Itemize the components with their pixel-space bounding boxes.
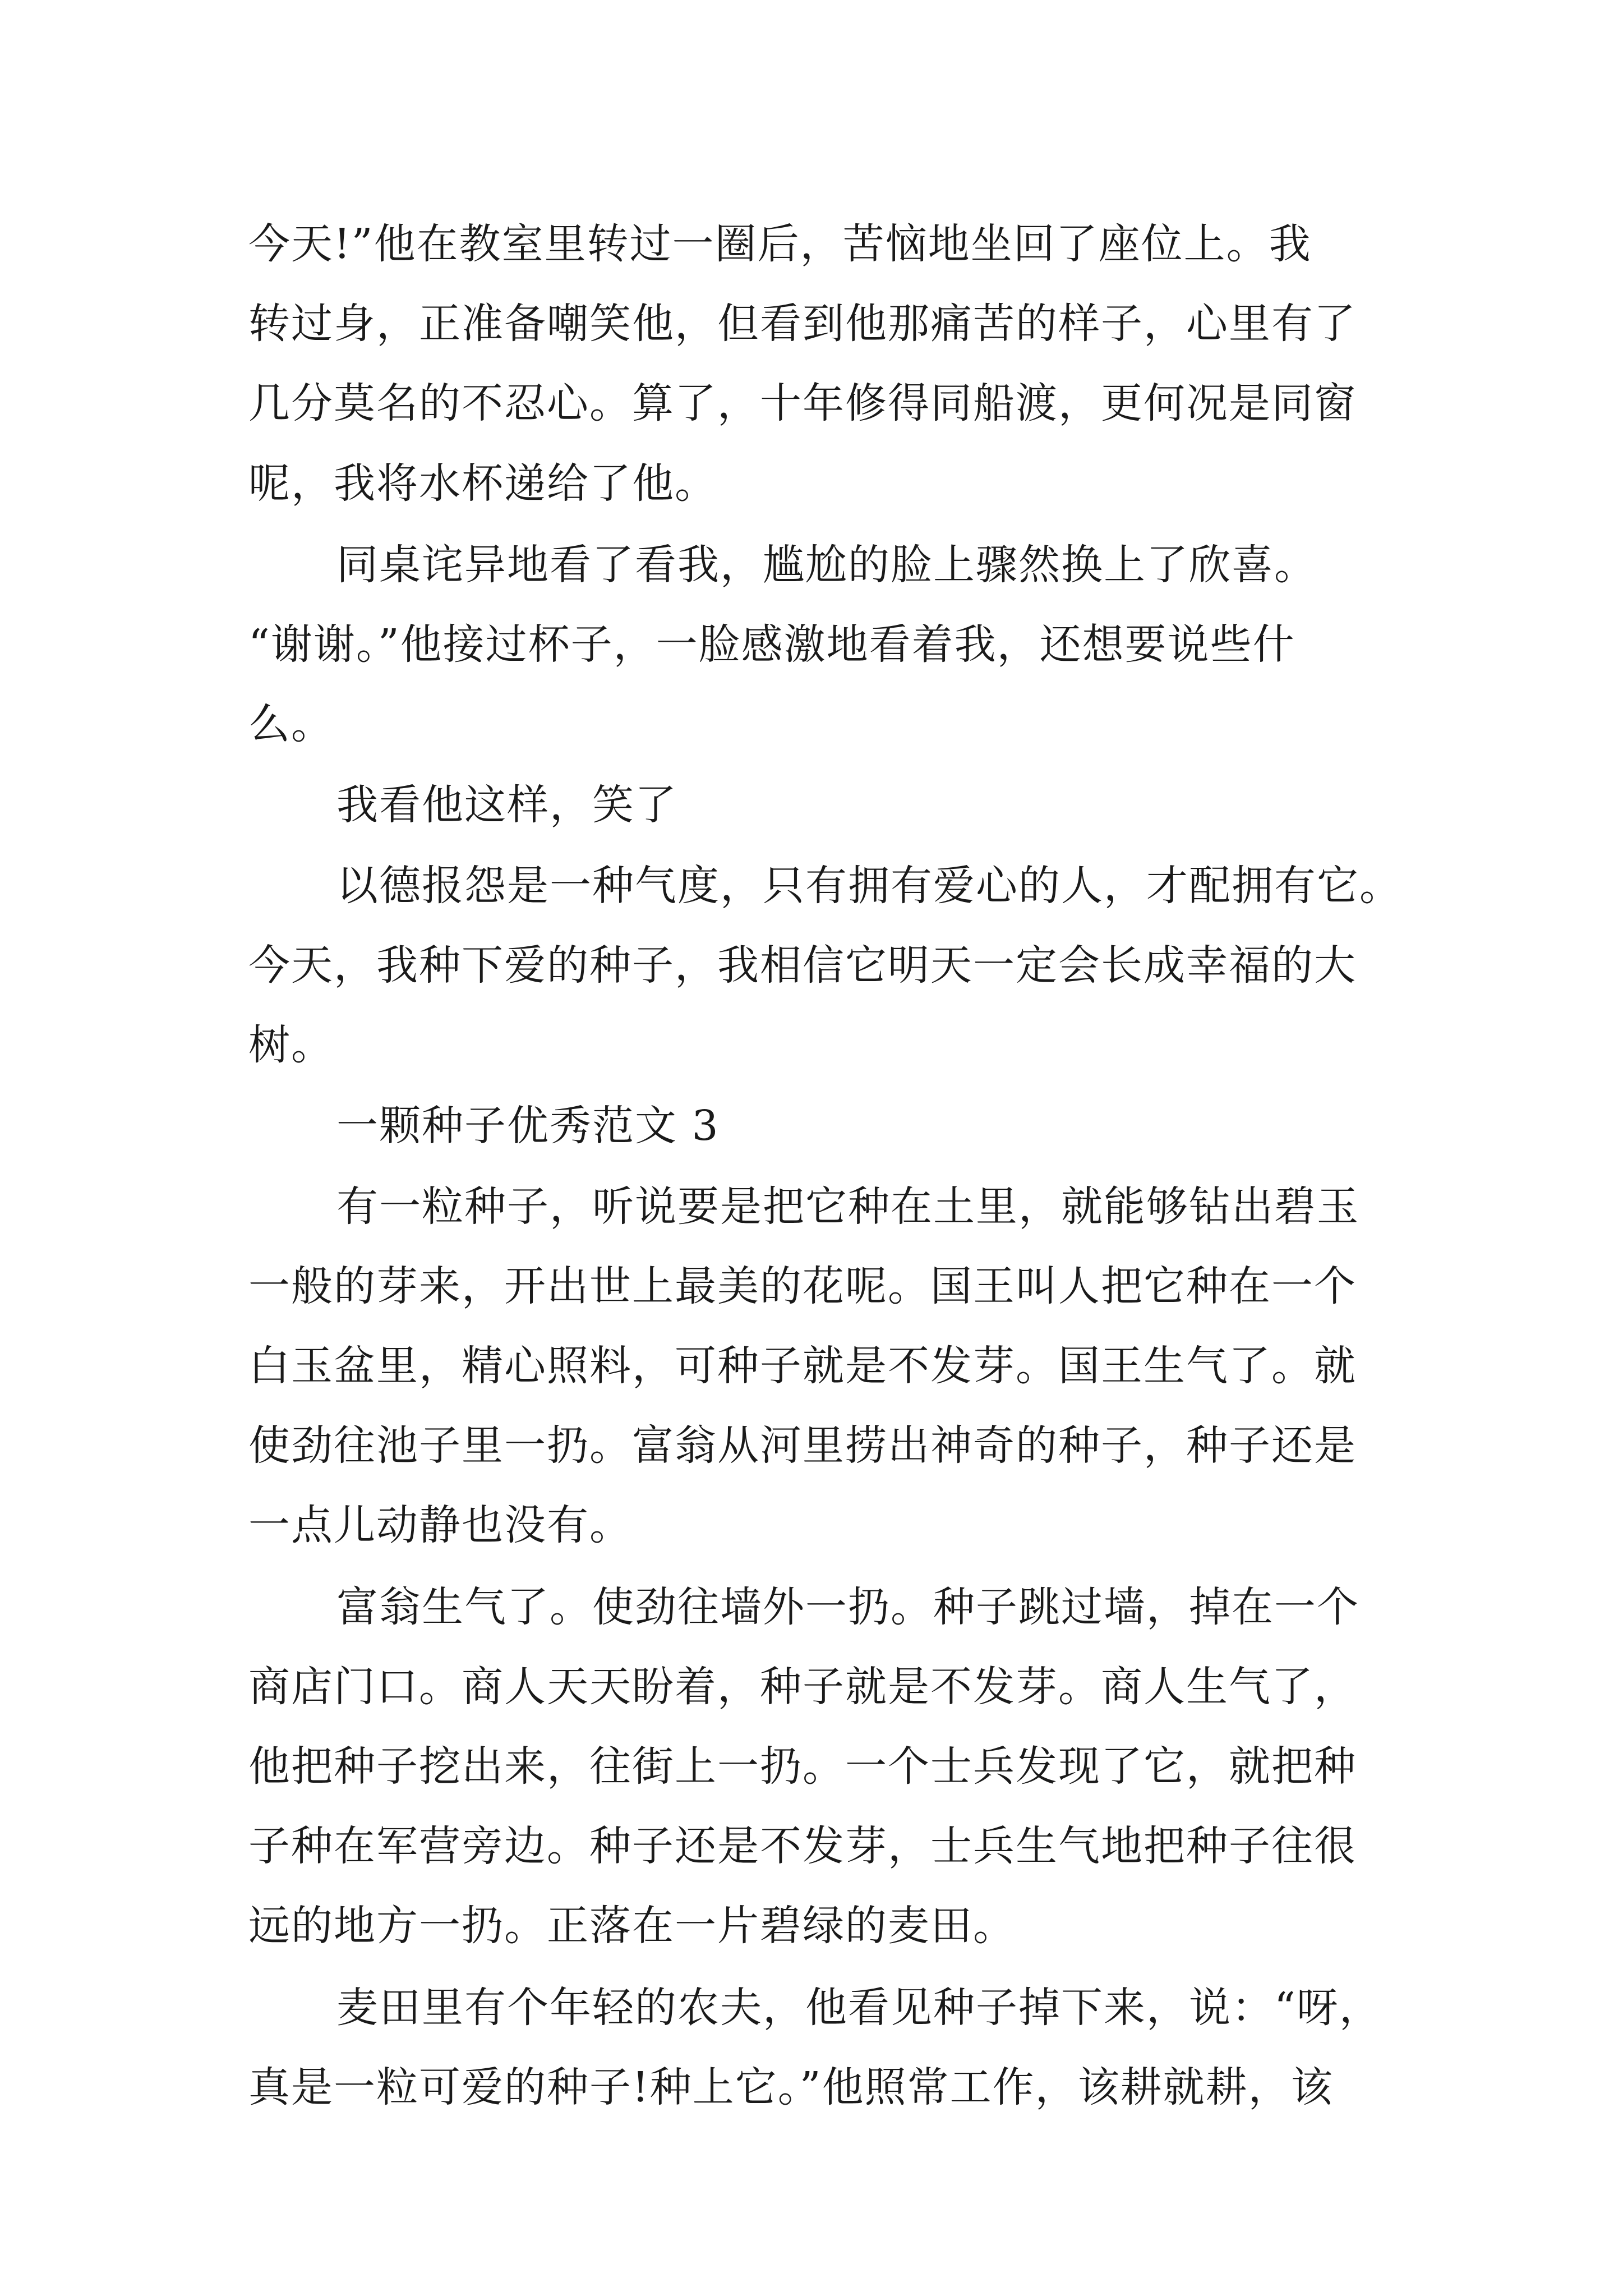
text-line: 我看他这样，笑了	[336, 781, 677, 829]
text-line: 子种在军营旁边。种子还是不发芽，士兵生气地把种子往很	[248, 1822, 1357, 1870]
text-line: 白玉盆里，精心照料，可种子就是不发芽。国王生气了。就	[248, 1342, 1357, 1390]
text-line: 今天!”他在教室里转过一圈后，苦恼地坐回了座位上。我	[248, 220, 1312, 268]
text-line: 转过身，正准备嘲笑他，但看到他那痛苦的样子，心里有了	[248, 300, 1357, 348]
text-line: 树。	[248, 1021, 334, 1069]
text-line: 一点儿动静也没有。	[248, 1501, 632, 1549]
text-line: 有一粒种子，听说要是把它种在土里，就能够钻出碧玉	[336, 1182, 1359, 1231]
text-line: 使劲往池子里一扔。富翁从河里捞出神奇的种子，种子还是	[248, 1421, 1357, 1470]
text-line: 一般的芽来，开出世上最美的花呢。国王叫人把它种在一个	[248, 1262, 1357, 1310]
text-line: 呢，我将水杯递给了他。	[248, 459, 717, 508]
text-line: 富翁生气了。使劲往墙外一扔。种子跳过墙，掉在一个	[336, 1583, 1359, 1631]
text-line: 以德报怨是一种气度，只有拥有爱心的人，才配拥有它。	[336, 862, 1402, 910]
text-line: 远的地方一扔。正落在一片碧绿的麦田。	[248, 1902, 1016, 1950]
text-line: 今天，我种下爱的种子，我相信它明天一定会长成幸福的大	[248, 941, 1357, 990]
section-heading: 一颗种子优秀范文 3	[336, 1102, 720, 1150]
text-line: 同桌诧异地看了看我，尴尬的脸上骤然换上了欣喜。	[336, 541, 1317, 589]
text-line: 么。	[248, 700, 334, 748]
text-line: 几分莫名的不忍心。算了，十年修得同船渡，更何况是同窗	[248, 379, 1357, 427]
text-line: 真是一粒可爱的种子!种上它。”他照常工作，该耕就耕，该	[248, 2063, 1334, 2111]
text-line: 他把种子挖出来，往街上一扔。一个士兵发现了它，就把种	[248, 1742, 1357, 1791]
text-line: 商店门口。商人天天盼着，种子就是不发芽。商人生气了，	[248, 1663, 1357, 1711]
text-line: 麦田里有个年轻的农夫，他看见种子掉下来，说：“呀，	[336, 1984, 1382, 2032]
text-line: “谢谢。”他接过杯子，一脸感激地看着我，还想要说些什	[248, 620, 1295, 669]
